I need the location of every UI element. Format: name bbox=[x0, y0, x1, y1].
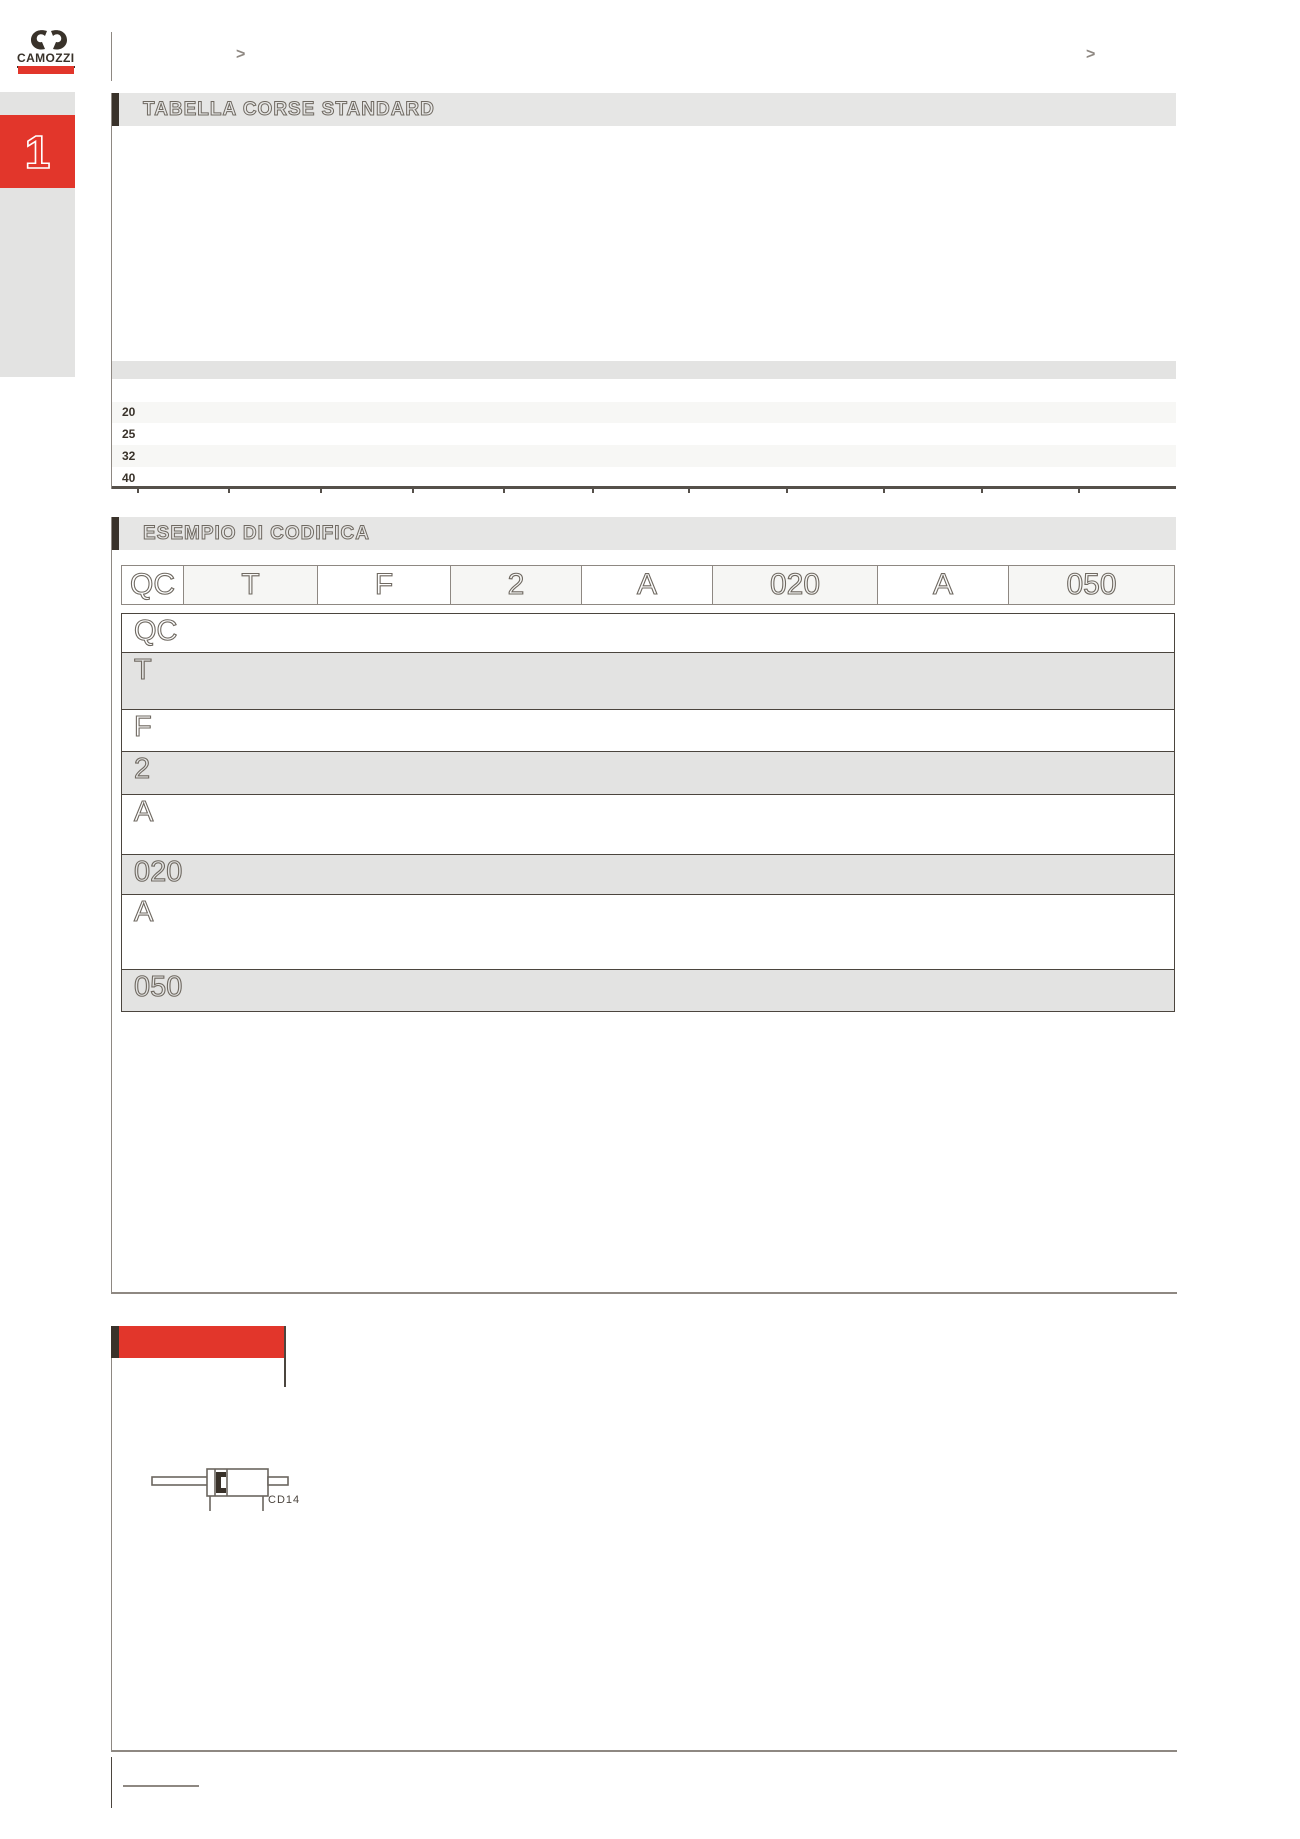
legend-code: F bbox=[134, 711, 152, 743]
section-left-rule bbox=[111, 517, 112, 1293]
code-cell bbox=[122, 566, 183, 604]
code-cell bbox=[317, 566, 450, 604]
code-cell bbox=[712, 566, 877, 604]
strokes-table-header-row bbox=[112, 361, 1176, 379]
breadcrumb-right: > bbox=[1086, 46, 1096, 63]
legend-code: T bbox=[134, 654, 152, 686]
footer-rule bbox=[123, 1785, 199, 1787]
header-divider bbox=[111, 32, 112, 81]
code-value: A bbox=[636, 568, 657, 601]
cylinder-symbol-drawing bbox=[146, 1458, 316, 1518]
breadcrumb-left: > bbox=[236, 46, 246, 63]
chapter-number: 1 bbox=[24, 125, 51, 178]
brand-red-bar bbox=[18, 66, 74, 74]
column-tick bbox=[592, 489, 594, 493]
legend-code: A bbox=[134, 796, 154, 828]
legend-row bbox=[122, 652, 1174, 709]
table-row bbox=[112, 402, 1176, 423]
bore-label: 40 bbox=[122, 471, 136, 485]
code-value: 2 bbox=[507, 568, 525, 601]
code-cell bbox=[581, 566, 712, 604]
legend-code: 2 bbox=[134, 753, 151, 785]
bore-label: 25 bbox=[122, 427, 136, 441]
legend-row bbox=[122, 794, 1174, 854]
sidebar-strip-top bbox=[0, 92, 75, 115]
code-legend-table bbox=[121, 613, 1175, 1012]
red-banner-fill bbox=[119, 1326, 285, 1358]
section-accent-bar bbox=[111, 93, 119, 126]
code-value: A bbox=[932, 568, 953, 601]
legend-row bbox=[122, 894, 1174, 969]
section-title: TABELLA CORSE STANDARD bbox=[143, 98, 435, 120]
legend-row bbox=[122, 709, 1174, 751]
code-cell bbox=[450, 566, 581, 604]
section-title: ESEMPIO DI CODIFICA bbox=[143, 522, 370, 544]
legend-code: 050 bbox=[134, 971, 183, 1003]
column-tick bbox=[786, 489, 788, 493]
section-bottom-rule bbox=[111, 1750, 1177, 1752]
legend-code: A bbox=[134, 896, 154, 928]
code-cell bbox=[183, 566, 317, 604]
section-bottom-rule bbox=[111, 1292, 1177, 1294]
sidebar-strip-bottom bbox=[0, 188, 75, 377]
code-example-row bbox=[121, 565, 1175, 605]
column-tick bbox=[228, 489, 230, 493]
column-tick bbox=[1078, 489, 1080, 493]
code-value: QC bbox=[130, 568, 175, 601]
red-banner-right-edge bbox=[284, 1326, 286, 1387]
strokes-table-bottom-border bbox=[112, 486, 1176, 489]
column-tick bbox=[503, 489, 505, 493]
column-tick bbox=[981, 489, 983, 493]
table-row bbox=[112, 423, 1176, 445]
column-tick bbox=[320, 489, 322, 493]
legend-row bbox=[122, 854, 1174, 894]
column-tick bbox=[412, 489, 414, 493]
section-accent-bar bbox=[111, 517, 119, 550]
column-tick bbox=[137, 489, 139, 493]
bore-label: 20 bbox=[122, 405, 136, 419]
code-value: F bbox=[374, 568, 394, 601]
symbol-label: CD14 bbox=[268, 1494, 301, 1506]
code-value: 050 bbox=[1066, 568, 1117, 601]
column-tick bbox=[688, 489, 690, 493]
legend-row bbox=[122, 614, 1174, 652]
chapter-tab bbox=[0, 115, 75, 188]
section-strokes-header bbox=[111, 93, 1176, 126]
legend-code: 020 bbox=[134, 856, 183, 888]
bore-label: 32 bbox=[122, 449, 136, 463]
code-cell bbox=[1008, 566, 1174, 604]
code-value: 020 bbox=[769, 568, 821, 601]
brand-wordmark: CAMOZZI bbox=[17, 51, 75, 68]
legend-code: QC bbox=[134, 615, 178, 647]
legend-row bbox=[122, 969, 1174, 1011]
footer-vertical-mark bbox=[111, 1757, 112, 1808]
code-value: T bbox=[241, 568, 260, 601]
code-cell bbox=[877, 566, 1008, 604]
section-coding-header bbox=[111, 517, 1176, 550]
section-accent-bar bbox=[111, 1326, 119, 1358]
column-tick bbox=[883, 489, 885, 493]
table-row bbox=[112, 445, 1176, 467]
section-left-rule bbox=[111, 1358, 112, 1751]
series-red-banner bbox=[111, 1326, 285, 1358]
legend-row bbox=[122, 751, 1174, 794]
